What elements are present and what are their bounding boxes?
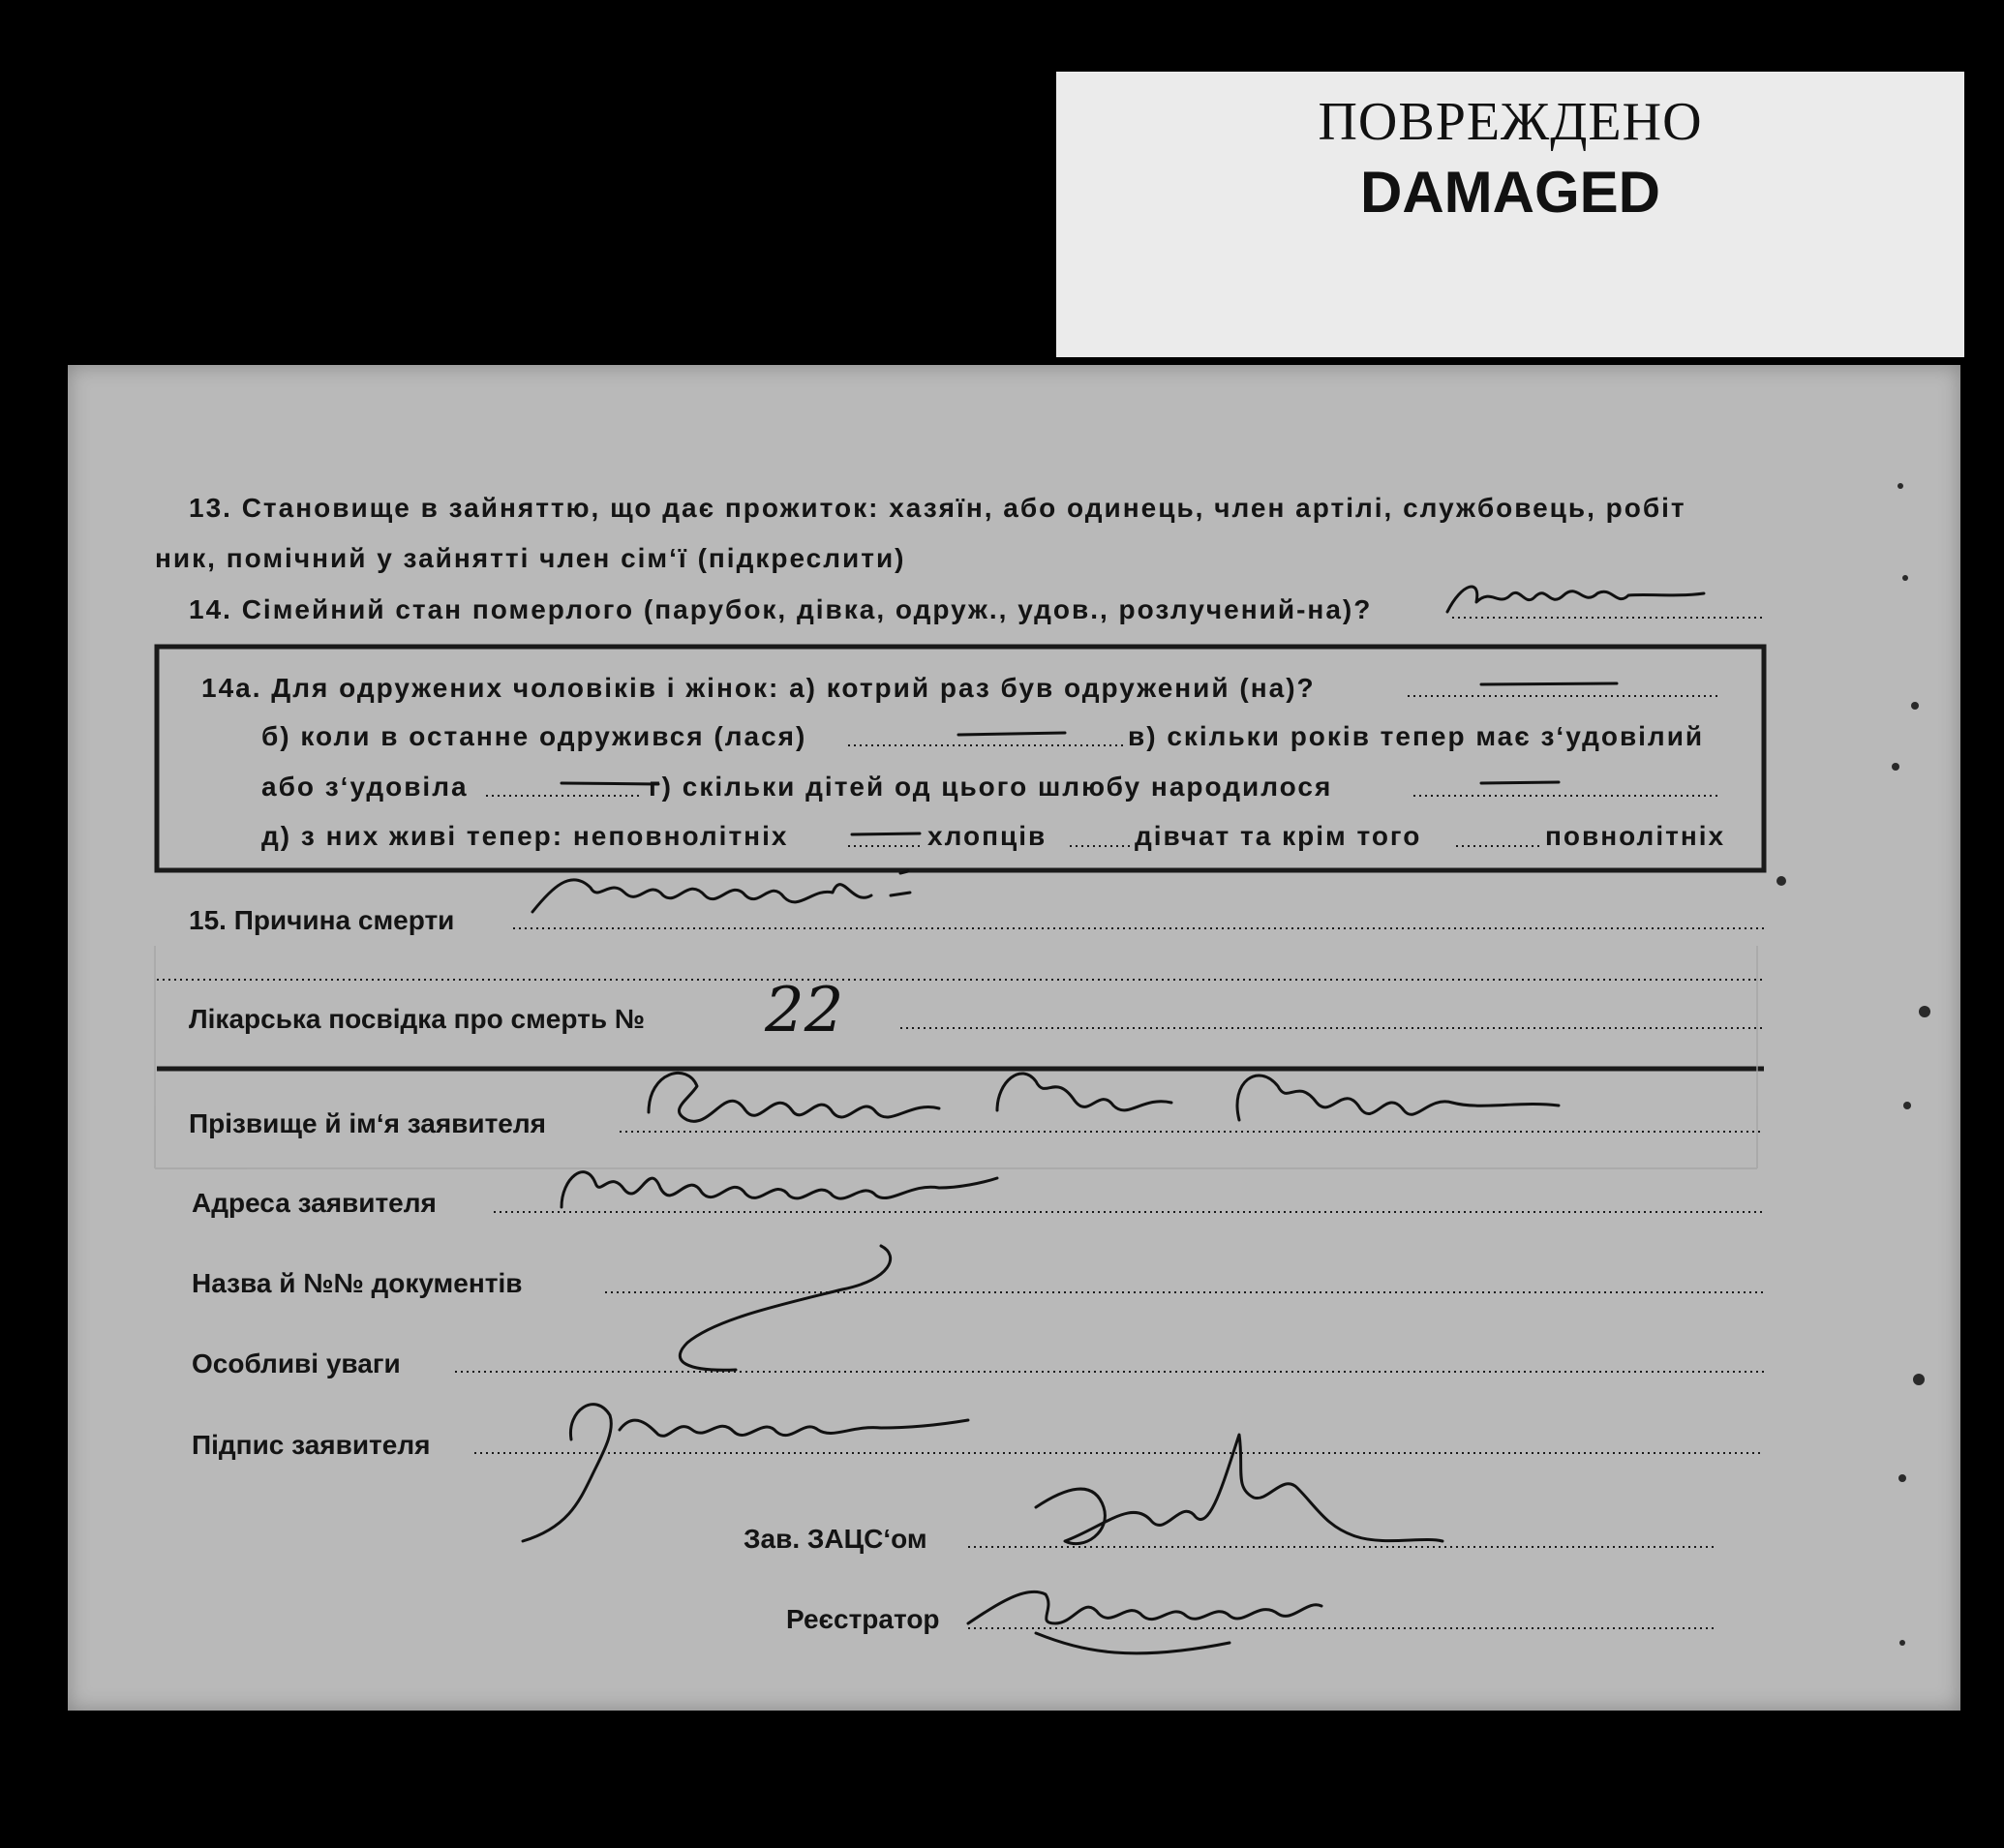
widowed-years-dash bbox=[562, 783, 658, 784]
applicant-name-label: Прізвище й ім‘я заявителя bbox=[189, 1108, 547, 1138]
death-record-form bbox=[68, 365, 1960, 1711]
applicant-signature-label: Підпис заявителя bbox=[192, 1430, 431, 1460]
question-13-line-1: 13. Становище в зайняттю, що дає прожиток: хазяїн, або одинець, член артілі, службовець, робіт bbox=[189, 493, 1686, 523]
applicant-address-handwriting bbox=[562, 1172, 997, 1207]
medical-certificate-label: Лікарська посвідка про смерть № bbox=[189, 1004, 646, 1034]
children-born-dash bbox=[1481, 782, 1559, 783]
documents-dash-flourish bbox=[680, 1246, 890, 1370]
question-15-cause-of-death: 15. Причина смерти bbox=[189, 905, 455, 935]
registrar-label: Реєстратор bbox=[786, 1604, 940, 1634]
question-14a-a: 14а. Для одружених чоловіків і жінок: а) котрий раз був одружений (на)? bbox=[201, 673, 1316, 703]
married-times-dash bbox=[1481, 683, 1617, 684]
registrar-signature-handwriting bbox=[968, 1591, 1321, 1653]
children-alive-dash bbox=[852, 833, 920, 834]
handwriting-layer bbox=[68, 365, 1960, 1711]
question-14a-widowed: або з‘удовіла bbox=[261, 772, 469, 802]
head-signature-handwriting bbox=[1036, 1435, 1442, 1544]
damaged-stamp-label bbox=[1056, 72, 1964, 357]
marital-status-handwriting bbox=[1447, 587, 1704, 612]
question-14: 14. Сімейний стан померлого (парубок, дівка, одруж., удов., розлучений-на)? bbox=[189, 594, 1373, 624]
applicant-signature-handwriting bbox=[523, 1405, 968, 1541]
head-of-registry-label: Зав. ЗАЦС‘ом bbox=[744, 1524, 927, 1554]
cause-of-death-handwriting bbox=[532, 871, 910, 912]
damaged-label-english: DAMAGED bbox=[1360, 160, 1660, 225]
question-14a-b: б) коли в останне одружився (лася) bbox=[261, 721, 807, 751]
applicant-address-label: Адреса заявителя bbox=[192, 1188, 437, 1218]
question-14a-boys: хлопців bbox=[927, 821, 1048, 851]
question-14a-v: в) скільки років тепер має з‘удовілий bbox=[1128, 721, 1705, 751]
question-14a-adults: повнолітніх bbox=[1545, 821, 1726, 851]
damaged-label-russian: ПОВРЕЖДЕНО bbox=[1318, 92, 1703, 152]
question-14a-girls: дівчат та крім того bbox=[1135, 821, 1422, 851]
last-married-dash bbox=[958, 733, 1065, 735]
documents-label: Назва й №№ документів bbox=[192, 1268, 523, 1298]
applicant-name-handwriting bbox=[649, 1073, 1559, 1121]
remarks-label: Особливі уваги bbox=[192, 1348, 401, 1378]
certificate-number-handwriting: 22 bbox=[765, 975, 844, 1046]
question-14a-g: г) скільки дітей од цього шлюбу народилося bbox=[649, 772, 1333, 802]
question-13-line-2: ник, помічний у зайнятті член сім‘ї (підкреслити) bbox=[155, 543, 906, 573]
question-14a-d: д) з них живі тепер: неповнолітніх bbox=[261, 821, 789, 851]
